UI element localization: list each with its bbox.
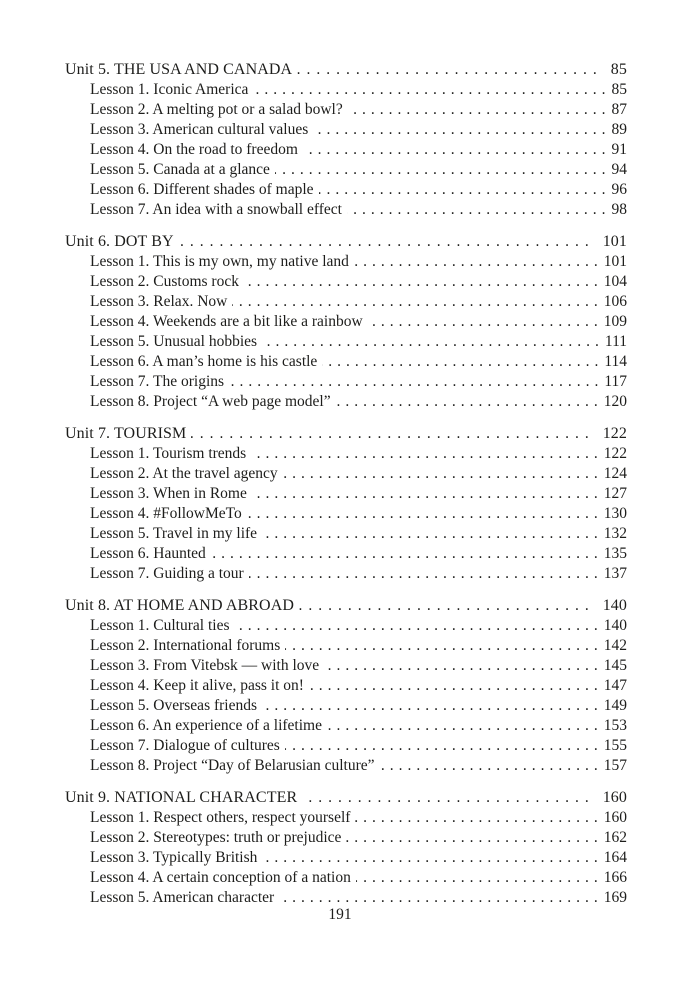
toc-lesson-page-number: 140 bbox=[603, 617, 627, 634]
toc-lesson-page-number: 106 bbox=[603, 293, 627, 310]
toc-unit-title: Unit 8. AT HOME AND ABROAD bbox=[65, 597, 294, 614]
toc-lesson-row bbox=[65, 696, 627, 716]
toc-unit-row bbox=[65, 788, 627, 808]
toc-lesson-page-number: 104 bbox=[603, 273, 627, 290]
dot-leader bbox=[235, 616, 603, 636]
toc-lesson-title: Lesson 2. International forums bbox=[90, 637, 281, 654]
toc-lesson-page-number: 135 bbox=[603, 545, 627, 562]
toc-lesson-row bbox=[65, 808, 627, 828]
toc-lesson-page-number: 149 bbox=[603, 697, 627, 714]
toc-lesson-page-number: 130 bbox=[603, 505, 627, 522]
toc-lesson-row bbox=[65, 524, 627, 544]
toc-lesson-title: Lesson 5. American character bbox=[90, 889, 275, 906]
toc-lesson-row bbox=[65, 352, 627, 372]
toc-lesson-row bbox=[65, 888, 627, 908]
toc-lesson-title: Lesson 1. This is my own, my native land bbox=[90, 253, 349, 270]
toc-unit-section bbox=[65, 424, 627, 584]
toc-unit-title: Unit 9. NATIONAL CHARACTER bbox=[65, 789, 298, 806]
dot-leader bbox=[302, 788, 594, 808]
toc-lesson-row bbox=[65, 716, 627, 736]
toc-lesson-row bbox=[65, 544, 627, 564]
toc-lesson-row bbox=[65, 616, 627, 636]
toc-lesson-page-number: 145 bbox=[603, 657, 627, 674]
dot-leader bbox=[380, 756, 603, 776]
toc-lesson-page-number: 164 bbox=[603, 849, 627, 866]
toc-lesson-title: Lesson 4. Keep it alive, pass it on! bbox=[90, 677, 304, 694]
toc-lesson-row bbox=[65, 484, 627, 504]
toc-unit-title: Unit 7. TOURISM bbox=[65, 425, 187, 442]
toc-lesson-row bbox=[65, 100, 627, 120]
toc-lesson-page-number: 87 bbox=[611, 101, 627, 118]
toc-lesson-row bbox=[65, 464, 627, 484]
toc-lesson-row bbox=[65, 504, 627, 524]
toc-lesson-title: Lesson 2. At the travel agency bbox=[90, 465, 278, 482]
dot-leader bbox=[309, 676, 603, 696]
toc-lesson-row bbox=[65, 200, 627, 220]
toc-lesson-row bbox=[65, 392, 627, 412]
dot-leader bbox=[262, 848, 602, 868]
toc-unit-title: Unit 5. THE USA AND CANADA bbox=[65, 61, 293, 78]
toc-lesson-title: Lesson 4. A certain conception of a nation bbox=[90, 869, 351, 886]
toc-lesson-row bbox=[65, 332, 627, 352]
toc-lesson-row bbox=[65, 272, 627, 292]
toc-lesson-title: Lesson 7. The origins bbox=[90, 373, 225, 390]
toc-lesson-row bbox=[65, 252, 627, 272]
toc-lesson-row bbox=[65, 656, 627, 676]
dot-leader bbox=[262, 524, 603, 544]
toc-lesson-page-number: 137 bbox=[603, 565, 627, 582]
toc-lesson-title: Lesson 6. Haunted bbox=[90, 545, 206, 562]
toc-lesson-title: Lesson 7. An idea with a snowball effect bbox=[90, 201, 342, 218]
dot-leader bbox=[211, 544, 603, 564]
toc-lesson-row bbox=[65, 80, 627, 100]
toc-lesson-title: Lesson 5. Travel in my life bbox=[90, 525, 258, 542]
toc-lesson-row bbox=[65, 160, 627, 180]
toc-lesson-page-number: 132 bbox=[603, 525, 627, 542]
toc-lesson-page-number: 91 bbox=[611, 141, 627, 158]
toc-lesson-row bbox=[65, 564, 627, 584]
dot-leader bbox=[303, 140, 611, 160]
toc-unit-title: Unit 6. DOT BY bbox=[65, 233, 174, 250]
toc-unit-row bbox=[65, 596, 627, 616]
toc-lesson-title: Lesson 1. Iconic America bbox=[90, 81, 249, 98]
toc-lesson-page-number: 142 bbox=[603, 637, 627, 654]
toc-lesson-row bbox=[65, 444, 627, 464]
toc-lesson-page-number: 162 bbox=[603, 829, 627, 846]
dot-leader bbox=[368, 312, 603, 332]
dot-leader bbox=[252, 484, 603, 504]
toc-lesson-page-number: 169 bbox=[603, 889, 627, 906]
dot-leader bbox=[229, 372, 603, 392]
toc-lesson-title: Lesson 5. Overseas friends bbox=[90, 697, 258, 714]
dot-leader bbox=[348, 100, 611, 120]
dot-leader bbox=[251, 444, 603, 464]
toc-lesson-title: Lesson 6. An experience of a lifetime bbox=[90, 717, 322, 734]
dot-leader bbox=[262, 332, 604, 352]
toc-unit-page-number: 160 bbox=[602, 789, 627, 806]
toc-lesson-title: Lesson 1. Respect others, respect yourself bbox=[90, 809, 351, 826]
toc-lesson-title: Lesson 4. #FollowMeTo bbox=[90, 505, 242, 522]
toc-lesson-row bbox=[65, 828, 627, 848]
toc-lesson-title: Lesson 6. A man’s home is his castle bbox=[90, 353, 318, 370]
dot-leader bbox=[347, 200, 611, 220]
dot-leader bbox=[179, 232, 595, 252]
dot-leader bbox=[355, 808, 602, 828]
dot-leader bbox=[322, 352, 603, 372]
page-footer bbox=[0, 906, 680, 924]
dot-leader bbox=[313, 120, 610, 140]
toc-lesson-row bbox=[65, 292, 627, 312]
dot-leader bbox=[299, 596, 595, 616]
toc-lesson-title: Lesson 4. On the road to freedom bbox=[90, 141, 298, 158]
toc-lesson-page-number: 85 bbox=[611, 81, 627, 98]
toc-lesson-title: Lesson 3. American cultural values bbox=[90, 121, 309, 138]
toc-lesson-page-number: 96 bbox=[611, 181, 627, 198]
toc-lesson-title: Lesson 3. Typically British bbox=[90, 849, 258, 866]
toc-lesson-page-number: 101 bbox=[603, 253, 627, 270]
toc-unit-section bbox=[65, 788, 627, 908]
dot-leader bbox=[324, 656, 603, 676]
toc-lesson-row bbox=[65, 676, 627, 696]
toc-lesson-title: Lesson 1. Tourism trends bbox=[90, 445, 247, 462]
toc-lesson-page-number: 122 bbox=[603, 445, 627, 462]
toc-lesson-title: Lesson 5. Canada at a glance bbox=[90, 161, 270, 178]
dot-leader bbox=[249, 564, 603, 584]
toc-lesson-title: Lesson 1. Cultural ties bbox=[90, 617, 230, 634]
toc-lesson-page-number: 147 bbox=[603, 677, 627, 694]
dot-leader bbox=[356, 868, 603, 888]
toc-lesson-title: Lesson 3. Relax. Now bbox=[90, 293, 228, 310]
toc-unit-row bbox=[65, 424, 627, 444]
toc-lesson-row bbox=[65, 180, 627, 200]
page-number: 191 bbox=[328, 906, 352, 923]
toc-lesson-title: Lesson 8. Project “Day of Belarusian culture” bbox=[90, 757, 375, 774]
toc-lesson-page-number: 94 bbox=[611, 161, 627, 178]
dot-leader bbox=[253, 80, 610, 100]
toc-lesson-page-number: 111 bbox=[604, 333, 627, 350]
dot-leader bbox=[262, 696, 603, 716]
toc-unit-page-number: 85 bbox=[610, 61, 627, 78]
toc-unit-row bbox=[65, 232, 627, 252]
toc-unit-page-number: 101 bbox=[602, 233, 627, 250]
toc-lesson-row bbox=[65, 848, 627, 868]
toc-unit-section bbox=[65, 60, 627, 220]
toc-lesson-page-number: 124 bbox=[603, 465, 627, 482]
toc-lesson-title: Lesson 2. A melting pot or a salad bowl? bbox=[90, 101, 343, 118]
toc-unit-page-number: 140 bbox=[602, 597, 627, 614]
dot-leader bbox=[244, 272, 603, 292]
dot-leader bbox=[327, 716, 603, 736]
toc-lesson-title: Lesson 6. Different shades of maple bbox=[90, 181, 314, 198]
toc-lesson-page-number: 153 bbox=[603, 717, 627, 734]
toc-unit-section bbox=[65, 596, 627, 776]
toc-lesson-row bbox=[65, 736, 627, 756]
toc-lesson-row bbox=[65, 312, 627, 332]
toc-lesson-row bbox=[65, 868, 627, 888]
dot-leader bbox=[346, 828, 602, 848]
dot-leader bbox=[247, 504, 603, 524]
toc-lesson-page-number: 157 bbox=[603, 757, 627, 774]
toc-lesson-row bbox=[65, 140, 627, 160]
toc-lesson-row bbox=[65, 120, 627, 140]
toc-lesson-page-number: 109 bbox=[603, 313, 627, 330]
dot-leader bbox=[191, 424, 594, 444]
toc-lesson-page-number: 98 bbox=[611, 201, 627, 218]
toc-lesson-row bbox=[65, 372, 627, 392]
toc-lesson-row bbox=[65, 636, 627, 656]
dot-leader bbox=[279, 888, 603, 908]
dot-leader bbox=[285, 736, 603, 756]
toc-lesson-title: Lesson 2. Stereotypes: truth or prejudice bbox=[90, 829, 342, 846]
toc-lesson-title: Lesson 3. From Vitebsk — with love bbox=[90, 657, 320, 674]
toc-lesson-page-number: 89 bbox=[611, 121, 627, 138]
toc-lesson-page-number: 155 bbox=[603, 737, 627, 754]
toc-unit-row bbox=[65, 60, 627, 80]
dot-leader bbox=[354, 252, 603, 272]
dot-leader bbox=[297, 60, 603, 80]
toc-lesson-page-number: 120 bbox=[603, 393, 627, 410]
toc-lesson-title: Lesson 2. Customs rock bbox=[90, 273, 239, 290]
dot-leader bbox=[336, 392, 603, 412]
toc-lesson-page-number: 117 bbox=[604, 373, 627, 390]
toc-lesson-title: Lesson 5. Unusual hobbies bbox=[90, 333, 258, 350]
toc-unit-page-number: 122 bbox=[602, 425, 627, 442]
toc-lesson-title: Lesson 7. Dialogue of cultures bbox=[90, 737, 280, 754]
toc-lesson-page-number: 160 bbox=[603, 809, 627, 826]
dot-leader bbox=[283, 464, 603, 484]
toc-lesson-row bbox=[65, 756, 627, 776]
dot-leader bbox=[275, 160, 611, 180]
toc-lesson-title: Lesson 3. When in Rome bbox=[90, 485, 247, 502]
toc-lesson-title: Lesson 4. Weekends are a bit like a rainbow bbox=[90, 313, 363, 330]
dot-leader bbox=[285, 636, 602, 656]
toc-lesson-title: Lesson 8. Project “A web page model” bbox=[90, 393, 331, 410]
toc-unit-section bbox=[65, 232, 627, 412]
toc-lesson-page-number: 127 bbox=[603, 485, 627, 502]
toc-lesson-title: Lesson 7. Guiding a tour bbox=[90, 565, 244, 582]
table-of-contents bbox=[65, 60, 627, 908]
dot-leader bbox=[232, 292, 602, 312]
toc-lesson-page-number: 166 bbox=[603, 869, 627, 886]
dot-leader bbox=[319, 180, 611, 200]
toc-lesson-page-number: 114 bbox=[604, 353, 627, 370]
